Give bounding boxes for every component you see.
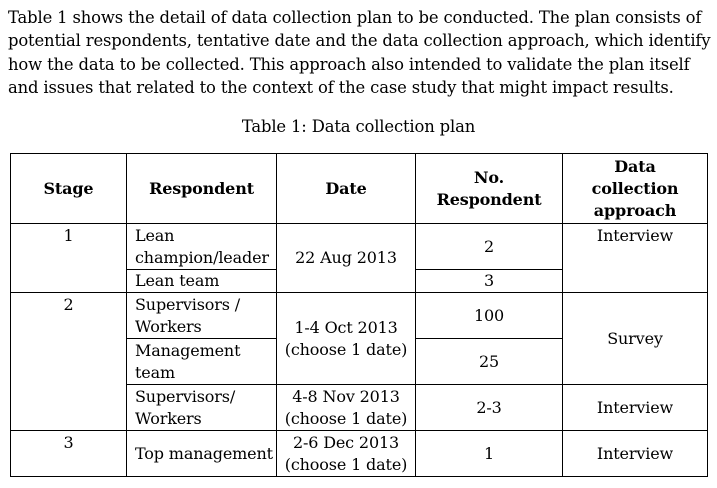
approach-cell: Interview <box>563 224 708 293</box>
paragraph-line: how the data to be collected. This approach also intended to validate the plan itself <box>8 54 690 74</box>
date-note: (choose 1 date) <box>284 339 408 359</box>
count-cell: 1 <box>416 431 563 477</box>
header-stage: Stage <box>11 154 127 224</box>
date-cell <box>277 431 416 477</box>
table-row <box>11 224 708 270</box>
date-cell <box>277 385 416 431</box>
data-collection-table <box>10 153 708 477</box>
header-respondent: Respondent <box>127 154 277 224</box>
date-range: 1-4 Oct 2013 <box>294 317 398 337</box>
respondent-cell: Supervisors/ Workers <box>127 385 277 431</box>
count-cell: 25 <box>416 339 563 385</box>
count-cell: 3 <box>416 270 563 293</box>
respondent-cell: Supervisors / Workers <box>127 293 277 339</box>
count-cell: 100 <box>416 293 563 339</box>
stage-cell: 3 <box>11 431 127 477</box>
respondent-cell: Management team <box>127 339 277 385</box>
count-cell: 2-3 <box>416 385 563 431</box>
date-range: 4-8 Nov 2013 <box>292 386 400 406</box>
approach-cell: Interview <box>563 385 708 431</box>
respondent-cell: Lean team <box>127 270 277 293</box>
respondent-cell: Top management <box>127 431 277 477</box>
table-row <box>11 431 708 477</box>
approach-cell: Survey <box>563 293 708 385</box>
approach-cell: Interview <box>563 431 708 477</box>
date-range: 2-6 Dec 2013 <box>292 432 400 452</box>
date-note: (choose 1 date) <box>284 454 408 474</box>
header-no-respondent: No. Respondent <box>416 154 563 224</box>
date-cell <box>277 293 416 385</box>
date-cell: 22 Aug 2013 <box>277 224 416 293</box>
date-note: (choose 1 date) <box>284 408 408 428</box>
stage-cell: 1 <box>11 224 127 293</box>
count-cell: 2 <box>416 224 563 270</box>
paragraph-line: Table 1 shows the detail of data collection plan to be conducted. The plan consists of <box>8 8 702 27</box>
header-approach: Data collection approach <box>563 154 708 224</box>
paragraph-line: potential respondents, tentative date and the data collection approach, which identify <box>8 31 711 51</box>
table-caption: Table 1: Data collection plan <box>241 117 476 136</box>
stage-cell: 2 <box>11 293 127 431</box>
header-date: Date <box>277 154 416 224</box>
paragraph-line: and issues that related to the context of the case study that might impact results. <box>8 77 674 97</box>
table-header-row <box>11 154 708 224</box>
intro-paragraph <box>8 6 711 99</box>
respondent-cell: Lean champion/leader <box>127 224 277 270</box>
table-row <box>11 293 708 339</box>
